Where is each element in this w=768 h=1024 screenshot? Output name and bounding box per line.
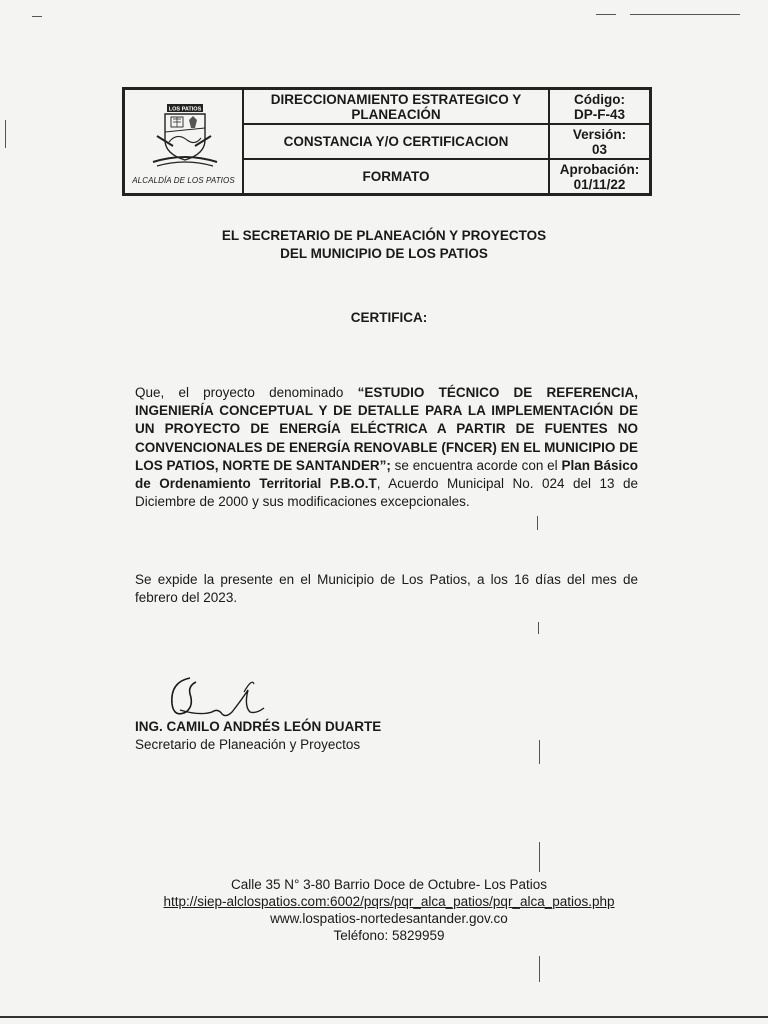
- body-intro: Que, el proyecto denominado: [135, 385, 358, 400]
- version-value: 03: [591, 141, 608, 157]
- logo-cell: [124, 89, 243, 194]
- footer-address: Calle 35 N° 3-80 Barrio Doce de Octubre- Los Patios: [230, 877, 548, 892]
- version-cell: [549, 124, 650, 159]
- scan-mark: [539, 740, 540, 764]
- header-title-row1: DIRECCIONAMIENTO ESTRATEGICO Y PLANEACIÓN: [243, 89, 549, 124]
- heading-line2: DEL MUNICIPIO DE LOS PATIOS: [280, 246, 488, 261]
- footer-pqrs-link[interactable]: http://siep-alclospatios.com:6002/pqrs/pqr_alca_patios/pqr_alca_patios.php: [163, 894, 615, 909]
- scan-mark: [538, 622, 539, 634]
- scan-mark: [539, 842, 540, 872]
- scan-mark: [0, 1016, 768, 1018]
- code-cell: [549, 89, 650, 124]
- logo-banner-text: LOS PATIOS: [168, 106, 201, 113]
- document-heading: [0, 227, 768, 263]
- approval-cell: [549, 159, 650, 194]
- scan-mark: [537, 516, 538, 530]
- header-title-row2: CONSTANCIA Y/O CERTIFICACION: [243, 124, 549, 159]
- approval-label: Aprobación:: [559, 161, 640, 177]
- document-header-table: [122, 87, 652, 196]
- scan-mark: [539, 956, 540, 982]
- certifica-title: CERTIFICA:: [350, 310, 428, 325]
- issuance-paragraph: Se expide la presente en el Municipio de Los Patios, a los 16 días del mes de febrero del 2023.: [135, 572, 638, 605]
- body-end: , Acuerdo Municipal No. 024 del 13 de Diciembre de 2000 y sus modificaciones excepcionales.: [135, 476, 638, 510]
- signer-role: Secretario de Planeación y Proyectos: [135, 737, 361, 752]
- signer-name: ING. CAMILO ANDRÉS LEÓN DUARTE: [135, 719, 382, 734]
- scan-mark: [32, 16, 42, 17]
- version-label: Versión:: [572, 126, 627, 142]
- logo-caption: ALCALDÍA DE LOS PATIOS: [132, 176, 235, 185]
- code-value: DP-F-43: [573, 106, 625, 122]
- municipality-logo-icon: [143, 102, 225, 172]
- heading-line1: EL SECRETARIO DE PLANEACIÓN Y PROYECTOS: [221, 228, 547, 243]
- certification-paragraph: [135, 384, 638, 511]
- plan-name: Plan Básico de Ordenamiento Territorial P.B.O.T: [135, 457, 638, 492]
- footer-phone: Teléfono: 5829959: [333, 928, 445, 943]
- document-footer: [0, 876, 768, 944]
- code-label: Código:: [574, 91, 625, 107]
- scan-mark: [5, 120, 6, 148]
- project-name: “ESTUDIO TÉCNICO DE REFERENCIA, INGENIERÍA CONCEPTUAL Y DE DETALLE PARA LA IMPLEMENTACIÓN DE UN PROYECTO DE ENERGÍA ELÉCTRICA A PARTIR DE FUENTES NO CONVENCIONALES DE ENERGÍA RENOVABLE (FNCER) EN EL MUNICIPIO DE LOS PATIOS, NORTE DE SANTANDER”;: [135, 385, 638, 473]
- scan-mark: [630, 14, 740, 15]
- scan-mark: [596, 14, 616, 15]
- header-title-row3: FORMATO: [243, 159, 549, 194]
- body-middle: se encuentra acorde con el: [390, 457, 562, 473]
- approval-value: 01/11/22: [573, 176, 626, 192]
- footer-website[interactable]: www.lospatios-nortedesantander.gov.co: [270, 911, 508, 926]
